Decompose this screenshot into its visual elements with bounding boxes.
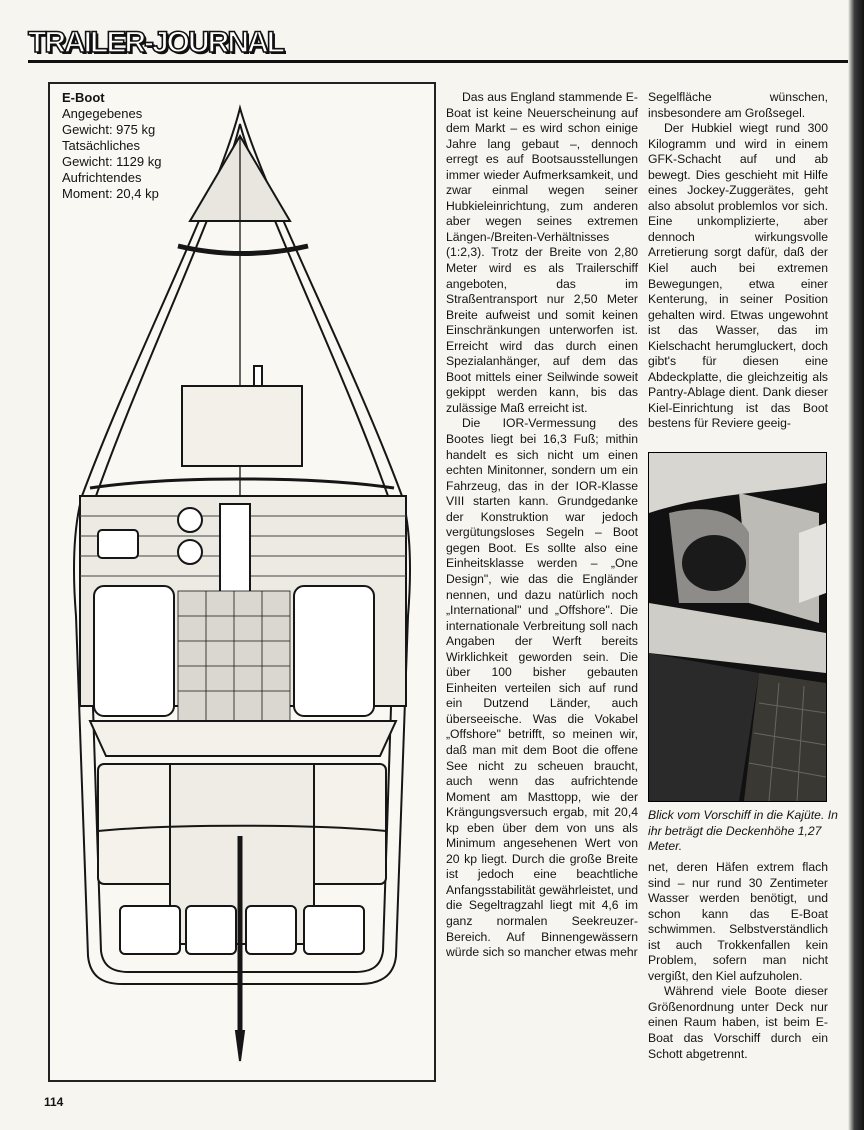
photo-caption: Blick vom Vorschiff in die Kajüte. In ihr beträgt die Deckenhöhe 1,27 Meter. [648,808,838,853]
article-column-1 [446,90,638,961]
page-number: 114 [44,1095,64,1109]
article-paragraph: net, deren Häfen extrem flach sind – nur rund 30 Zentimeter Wasser werden benötigt, und schon kann das E-Boat schwimmen. Selbstverständlich ist auch Trokkenfallen kein Problem, sofern man nicht vergißt, den Kiel aufzuholen. [648,860,828,983]
cabin-photo [648,452,827,802]
spec-line: Aufrichtendes [62,170,142,185]
spec-line: Gewicht: 1129 kg [62,154,162,169]
spec-line: Gewicht: 975 kg [62,122,156,137]
spec-line: Tatsächliches [62,138,141,153]
article-paragraph: Der Hubkiel wiegt rund 300 Kilogramm und wird in einem GFK-Schacht auf und ab bewegt. Dies geschieht mit Hilfe eines Jockey-Zuggerätes, geht also absolut problemlos vor sich. Eine unkomplizierte, aber dennoch wirkungsvolle Arretierung sorgt dafür, daß der Kiel auch bei extremen Bewegungen, etwa einer Kenterung, in seiner Position gehalten wird. Etwas ungewohnt ist das Wasser, das im Kielschacht herumgluckert, doch gibt's für diesen eine Abdeckplatte, die gleichzeitig als Pantry-Ablage dient. Dank dieser Kiel-Einrichtung ist das Boot bestens für Reviere geeig- [648,121,828,431]
article-column-2-top [648,90,828,432]
boat-deck-plan-illustration [50,96,434,1080]
spec-line: Moment: 20,4 kp [62,186,159,201]
specs-title: E-Boot [62,90,105,105]
spec-line: Angegebenes [62,106,143,121]
article-column-2-bottom [648,860,828,1062]
article-paragraph: Segelfläche wünschen, insbesondere am Großsegel. [648,90,828,120]
article-paragraph: Das aus England stammende E-Boat ist keine Neuerscheinung auf dem Markt – es wird schon einige Jahre lang gebaut –, dennoch erregt es auf Bootsausstellungen immer wieder Aufmerksamkeit, und zwar einmal wegen seiner Hubkieleinrichtung, zum anderen aber wegen seines extremen Längen-/Breiten-Verhältnisses (1:2,3). Trotz der Breite von 2,80 Meter wird es als Trailerschiff angeboten, das im Straßentransport nur 2,50 Meter Breite aufweist und somit keinen Einschränkungen unterworfen ist. Erreicht wird das durch einen Spezialanhänger, auf dem das Boot mittels einer Seilwinde soweit gekippt werden kann, bis das zulässige Maß erreicht ist. [446,90,638,415]
specs-box [62,90,161,202]
scan-edge [848,0,864,1130]
article-paragraph: Die IOR-Vermessung des Bootes liegt bei 16,3 Fuß; mithin handelt es sich nicht um einen echten Minitonner, sondern um ein Fahrzeug, das in der IOR-Klasse VIII starten kann. Grundgedanke der Konstruktion war jedoch vergütungsloses Segeln – Boot gegen Boot. Es sollte also eine Einheitsklasse werden – „One Design", wie das die Engländer nennen, und dazu natürlich noch „International" und „Offshore". Die internationale Verbreitung soll nach Angaben der Werft bereits Wirklichkeit geworden sein. Die über 100 bisher gebauten Einheiten verteilen sich auf rund ein Dutzend Länder, auch überseeische. Was die Vokabel „Offshore" betrifft, so meinen wir, daß man mit dem Boot die offene See nicht zu scheuen braucht, auch wenn das aufrichtende Moment am Masttopp, wie der Krängungsversuch ergab, mit 20,4 kp eben über dem von uns als Minimum angesehenen Wert von 20 kp liegt. Durch die große Breite ist jedoch eine beachtliche Anfangsstabilität gewährleistet, und die Segeltragzahl liegt mit 4,6 im ganz normalen Seekreuzer-Bereich. Auf Binnengewässern würde sich so mancher etwas mehr [446,416,638,960]
article-paragraph: Während viele Boote dieser Größenordnung unter Deck nur einen Raum haben, ist beim E-Boat das Vorschiff durch ein Schott abgetrennt. [648,984,828,1061]
header-rule [28,60,848,63]
section-header: TRAILER-JOURNAL [28,26,283,59]
